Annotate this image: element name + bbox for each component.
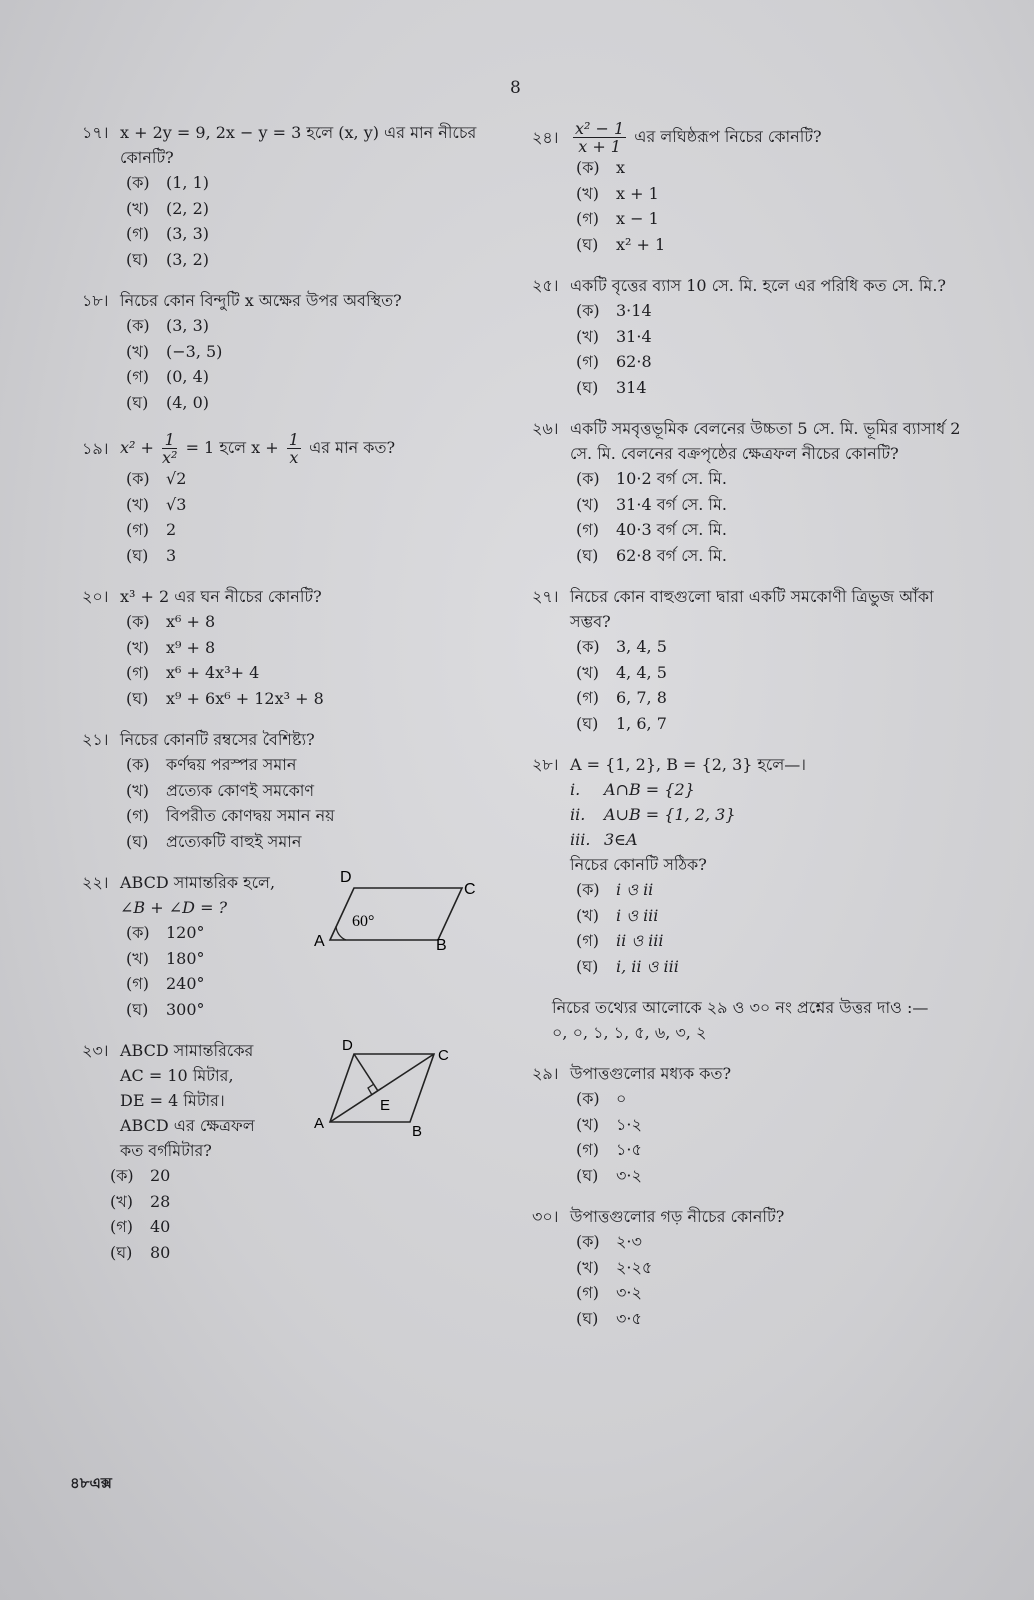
option: [126, 543, 512, 569]
question-number: ১৮।: [82, 291, 109, 310]
option-text: 120°: [166, 923, 205, 942]
option-label: (খ): [576, 326, 599, 346]
question-23: [82, 1038, 512, 1265]
option: [576, 928, 972, 954]
question-24: [532, 120, 972, 257]
question-text: নিচের কোন বাহুগুলো দ্বারা একটি সমকোণী ত্রিভুজ আঁকা সম্ভব?: [570, 587, 934, 631]
option-label: (ঘ): [576, 545, 599, 565]
option-label: (ঘ): [126, 688, 149, 708]
option-label: (ক): [126, 755, 150, 774]
option-text: ৩·২: [616, 1165, 642, 1185]
question-text: উপাত্তগুলোর গড় নীচের কোনটি?: [570, 1207, 785, 1226]
option: [576, 1280, 972, 1306]
option: [126, 221, 512, 247]
vertex-label-c: C: [438, 1047, 449, 1064]
option: [576, 206, 972, 232]
option-label: (গ): [126, 224, 149, 243]
option-label: (গ): [576, 352, 599, 371]
option: [576, 1306, 972, 1332]
question-number: ২০।: [82, 587, 109, 606]
option: [126, 313, 512, 339]
option-label: (খ): [126, 494, 149, 514]
option-text: 28: [150, 1191, 171, 1211]
option-label: (গ): [576, 931, 599, 950]
data-values: ০, ০, ১, ১, ৫, ৬, ৩, ২: [552, 1023, 707, 1042]
option: [576, 492, 972, 518]
option-label: (ঘ): [126, 999, 149, 1019]
statement: ii. A∪B = {1, 2, 3}: [570, 805, 736, 824]
info-text: নিচের তথ্যের আলোকে ২৯ ও ৩০ নং প্রশ্নের উত্তর দাও :—: [552, 998, 929, 1017]
parallelogram-figure: [310, 868, 480, 950]
option-label: (খ): [576, 1114, 599, 1134]
question-28: [532, 752, 972, 979]
question-number: ১৯।: [82, 439, 109, 458]
option-text: 1, 6, 7: [616, 713, 667, 733]
option: [576, 517, 972, 543]
option-text: ৩·২: [616, 1283, 642, 1302]
question-number: ২৮।: [532, 755, 559, 774]
option: [126, 635, 512, 661]
option-label: (খ): [126, 637, 149, 657]
fraction: $\frac{1}{x}$: [288, 430, 299, 467]
option-label: (ঘ): [110, 1242, 133, 1262]
option: [110, 1189, 512, 1215]
option-label: (ক): [126, 469, 150, 488]
option-text: 20: [150, 1166, 171, 1185]
question-30: [532, 1204, 972, 1331]
option-text: x + 1: [616, 183, 659, 203]
option: [126, 803, 512, 829]
question-number: ২৫।: [532, 276, 559, 295]
question-number: ২৯।: [532, 1064, 559, 1083]
option-text: ০: [616, 1089, 627, 1108]
option: [576, 1086, 972, 1112]
option-label: (ঘ): [576, 713, 599, 733]
question-text: x³ + 2 এর ঘন নীচের কোনটি?: [120, 587, 322, 606]
option-label: (ঘ): [126, 249, 149, 269]
parallelogram-diagonal-figure: [310, 1038, 470, 1138]
option-label: (ক): [576, 301, 600, 320]
option-text: ii ও iii: [616, 931, 664, 950]
option: [126, 390, 512, 416]
vertex-label-b: B: [412, 1123, 423, 1138]
option-label: (ক): [110, 1166, 134, 1185]
option-text: ২·৩: [616, 1232, 642, 1251]
option: [576, 375, 972, 401]
option-text: x⁶ + 8: [166, 612, 216, 631]
option-label: (খ): [576, 662, 599, 682]
option: [576, 685, 972, 711]
question-18: [82, 288, 512, 415]
option: [126, 339, 512, 365]
question-text: x² + $\frac{1}{\text{x²}}$ = 1 হলে x + $\frac{1}{x}$ এর মান কত?: [120, 430, 396, 467]
option: [576, 324, 972, 350]
option: [576, 1112, 972, 1138]
option: [576, 155, 972, 181]
question-20: [82, 584, 512, 711]
option-text: 2: [166, 520, 177, 539]
point-label-e: E: [380, 1097, 391, 1114]
question-text: নিচের কোনটি রম্বসের বৈশিষ্ট্য?: [120, 730, 315, 749]
option-text: ১·৫: [616, 1140, 642, 1159]
option-text: ১·২: [616, 1114, 642, 1134]
fraction: $\frac{1}{\text{x²}}$: [162, 430, 178, 467]
fraction: $\frac{\text{x² − 1}}{x + 1}$: [575, 119, 625, 156]
option: [126, 466, 512, 492]
option-text: i, ii ও iii: [616, 956, 679, 976]
option-text: ২·২৫: [616, 1257, 653, 1277]
option-label: (গ): [576, 520, 599, 539]
option-label: (গ): [576, 1140, 599, 1159]
angle-label: 60°: [352, 913, 375, 930]
option-text: 180°: [166, 948, 205, 968]
option-label: (ক): [576, 1232, 600, 1251]
question-text: এর লঘিষ্ঠরূপ নিচের কোনটি?: [634, 127, 822, 146]
option-label: (ক): [576, 880, 600, 899]
option-text: 3, 4, 5: [616, 637, 667, 656]
option: [576, 349, 972, 375]
option-text: x⁶ + 4x³+ 4: [166, 663, 260, 682]
question-text: A = {1, 2}, B = {2, 3} হলে—।: [570, 755, 806, 774]
question-29: [532, 1061, 972, 1188]
question-line: DE = 4 মিটার।: [120, 1091, 225, 1110]
option-label: (গ): [126, 663, 149, 682]
option-text: (3, 3): [166, 316, 210, 335]
option: [576, 711, 972, 737]
option-label: (ঘ): [576, 377, 599, 397]
question-line: AC = 10 মিটার,: [120, 1066, 234, 1085]
question-number: ৩০।: [532, 1207, 559, 1226]
option-label: (ঘ): [576, 1165, 599, 1185]
option-text: (0, 4): [166, 367, 210, 386]
question-text: উপাত্তগুলোর মধ্যক কত?: [570, 1064, 732, 1083]
option: [126, 196, 512, 222]
option-text: x⁹ + 8: [166, 637, 216, 657]
option-text: প্রত্যেক কোণই সমকোণ: [166, 780, 315, 800]
option: [126, 778, 512, 804]
option-label: (খ): [576, 183, 599, 203]
option-text: 40: [150, 1217, 171, 1236]
option: [126, 752, 512, 778]
vertex-label-a: A: [314, 1115, 325, 1132]
option-label: (ঘ): [126, 545, 149, 565]
option-text: 3·14: [616, 301, 652, 320]
option-label: (গ): [576, 1283, 599, 1302]
angle-arc: [336, 926, 346, 940]
left-column: [82, 120, 512, 1281]
vertex-label-a: A: [314, 933, 325, 950]
option-text: x − 1: [616, 209, 659, 228]
parallelogram-shape: [330, 888, 462, 940]
option-text: x: [616, 158, 626, 177]
option-label: (ঘ): [576, 1308, 599, 1328]
question-number: ১৭।: [82, 123, 109, 142]
option-label: (গ): [126, 806, 149, 825]
option: [126, 247, 512, 273]
question-text: একটি সমবৃত্তভূমিক বেলনের উচ্চতা 5 সে. মি. ভূমির ব্যাসার্ধ 2 সে. মি. বেলনের বক্রপৃষ্ঠের ক্ষেত্রফল নীচের কোনটি?: [570, 419, 961, 463]
option: [126, 829, 512, 855]
option-label: (খ): [126, 341, 149, 361]
option-label: (খ): [126, 198, 149, 218]
option: [110, 1240, 512, 1266]
option-label: (খ): [110, 1191, 133, 1211]
option: [576, 1137, 972, 1163]
option: [126, 971, 512, 997]
option-text: x² + 1: [616, 234, 666, 254]
option-text: (1, 1): [166, 173, 210, 192]
question-number: ২১।: [82, 730, 109, 749]
option-text: √2: [166, 469, 187, 488]
statement-list: [570, 777, 972, 852]
option-label: (খ): [576, 494, 599, 514]
option-text: 314: [616, 377, 647, 397]
option-text: √3: [166, 494, 187, 514]
option-label: (ক): [126, 316, 150, 335]
option-text: 40·3 বর্গ সে. মি.: [616, 520, 727, 539]
option-label: (ঘ): [576, 956, 599, 976]
question-text: নিচের কোন বিন্দুটি x অক্ষের উপর অবস্থিত?: [120, 291, 402, 310]
option: [126, 660, 512, 686]
question-17: [82, 120, 512, 272]
option-label: (ক): [576, 1089, 600, 1108]
option-label: (ক): [126, 173, 150, 192]
option: [576, 1229, 972, 1255]
option-text: (3, 3): [166, 224, 210, 243]
option-label: (গ): [126, 974, 149, 993]
option-label: (ঘ): [126, 831, 149, 851]
footer-code: ৪৮এক্স: [70, 1474, 112, 1492]
option-text: x⁹ + 6x⁶ + 12x³ + 8: [166, 688, 324, 708]
option-label: (ক): [576, 158, 600, 177]
option-label: (খ): [126, 948, 149, 968]
option-text: 300°: [166, 999, 205, 1019]
question-stem: নিচের কোনটি সঠিক?: [570, 855, 707, 874]
option-label: (গ): [576, 209, 599, 228]
option-text: 80: [150, 1242, 171, 1262]
option: [126, 609, 512, 635]
info-block: [532, 995, 972, 1045]
option-text: 62·8 বর্গ সে. মি.: [616, 545, 727, 565]
option: [576, 181, 972, 207]
option-text: ৩·৫: [616, 1308, 642, 1328]
option-label: (ক): [126, 612, 150, 631]
question-27: [532, 584, 972, 736]
option: [110, 1214, 512, 1240]
option-label: (ক): [576, 469, 600, 488]
question-text: একটি বৃত্তের ব্যাস 10 সে. মি. হলে এর পরিধি কত সে. মি.?: [570, 276, 946, 295]
right-column: [532, 120, 972, 1347]
question-number: ২৪।: [532, 128, 559, 147]
option: [576, 298, 972, 324]
option-text: (2, 2): [166, 198, 210, 218]
question-number: ২৭।: [532, 587, 559, 606]
option-label: (গ): [110, 1217, 133, 1236]
option: [126, 517, 512, 543]
question-number: ২৬।: [532, 419, 559, 438]
option-text: প্রত্যেকটি বাহুই সমান: [166, 831, 302, 851]
option-text: (−3, 5): [166, 341, 223, 361]
question-text: x + 2y = 9, 2x − y = 3 হলে (x, y) এর মান নীচের কোনটি?: [120, 123, 477, 167]
option: [126, 997, 512, 1023]
option-text: i ও ii: [616, 880, 654, 899]
option: [126, 492, 512, 518]
option-label: (গ): [576, 688, 599, 707]
option-label: (ক): [576, 637, 600, 656]
option-text: (4, 0): [166, 392, 210, 412]
question-22: [82, 870, 512, 1022]
option: [576, 543, 972, 569]
question-text: ABCD সামান্তরিক হলে,: [120, 873, 276, 892]
option-text: কর্ণদ্বয় পরস্পর সমান: [166, 755, 297, 774]
option: [576, 877, 972, 903]
option-text: 3: [166, 545, 177, 565]
option: [576, 1163, 972, 1189]
question-21: [82, 727, 512, 854]
option: [126, 686, 512, 712]
vertex-label-c: C: [464, 881, 476, 898]
statement: iii. 3∈A: [570, 830, 638, 849]
option: [110, 1163, 512, 1189]
vertex-label-d: D: [340, 869, 352, 886]
option: [576, 954, 972, 980]
question-text-2: ∠B + ∠D = ?: [120, 898, 228, 917]
option-text: 10·2 বর্গ সে. মি.: [616, 469, 727, 488]
option-label: (ঘ): [126, 392, 149, 412]
perpendicular-de: [354, 1054, 378, 1091]
statement: i. A∩B = {2}: [570, 780, 695, 799]
question-number: ২২।: [82, 873, 109, 892]
question-line: ABCD এর ক্ষেত্রফল: [120, 1116, 255, 1135]
question-number: ২৩।: [82, 1041, 109, 1060]
option: [576, 232, 972, 258]
option-text: 31·4 বর্গ সে. মি.: [616, 494, 727, 514]
option-label: (খ): [576, 905, 599, 925]
option: [576, 1255, 972, 1281]
option: [126, 364, 512, 390]
option-text: বিপরীত কোণদ্বয় সমান নয়: [166, 806, 335, 825]
option-text: 62·8: [616, 352, 652, 371]
option-label: (ক): [126, 923, 150, 942]
option: [126, 170, 512, 196]
option-text: 31·4: [616, 326, 652, 346]
option-label: (ঘ): [576, 234, 599, 254]
option-label: (গ): [126, 520, 149, 539]
option-text: 240°: [166, 974, 205, 993]
question-19: [82, 431, 512, 568]
option: [576, 903, 972, 929]
question-text: ABCD সামান্তরিকের: [120, 1041, 254, 1060]
vertex-label-d: D: [342, 1038, 353, 1054]
page-number: 8: [510, 78, 521, 98]
question-25: [532, 273, 972, 400]
option: [576, 466, 972, 492]
option: [576, 634, 972, 660]
option-text: (3, 2): [166, 249, 210, 269]
option-label: (খ): [576, 1257, 599, 1277]
option-text: i ও iii: [616, 905, 659, 925]
question-line: কত বর্গমিটার?: [120, 1141, 212, 1160]
option-text: 4, 4, 5: [616, 662, 667, 682]
option: [576, 660, 972, 686]
option-text: 6, 7, 8: [616, 688, 667, 707]
question-26: [532, 416, 972, 568]
option-label: (খ): [126, 780, 149, 800]
vertex-label-b: B: [436, 937, 447, 950]
option-label: (গ): [126, 367, 149, 386]
